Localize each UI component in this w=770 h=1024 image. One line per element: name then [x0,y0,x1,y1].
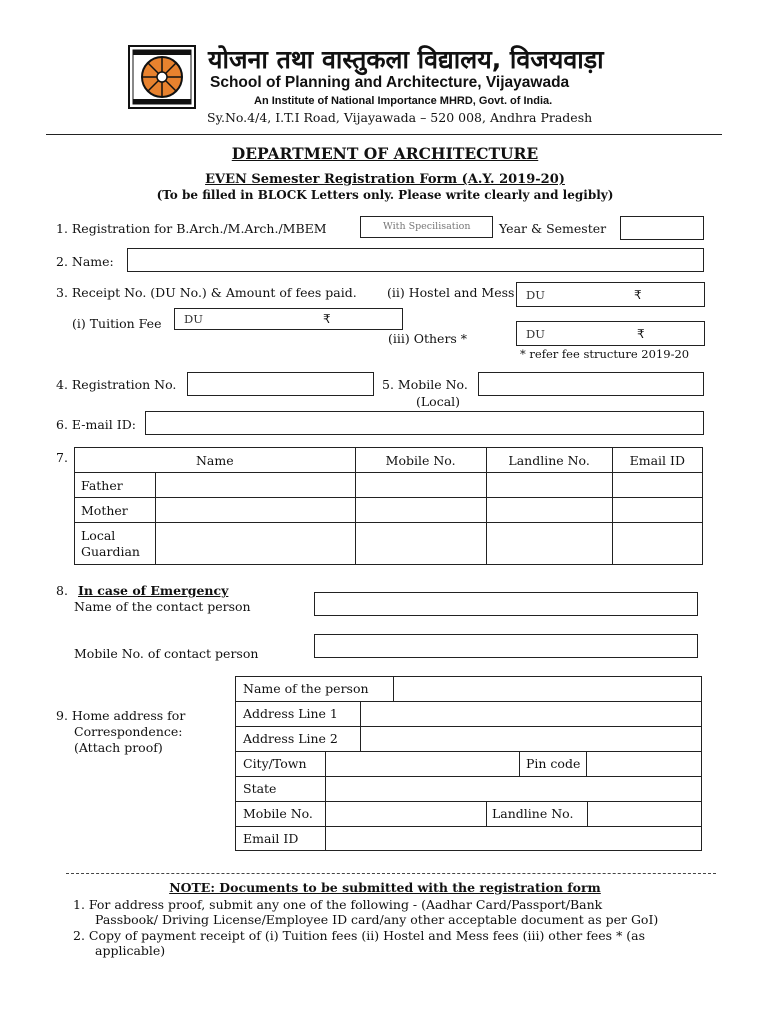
address-line1-field[interactable] [361,702,701,726]
table-row [75,523,703,565]
address-section-label-3: (Attach proof) [74,740,163,755]
address-section-label-2: Correspondence: [74,724,183,739]
contact-mobile-field[interactable] [314,634,698,658]
address-landline-field[interactable] [588,802,701,826]
hostel-label: (ii) Hostel and Mess [387,285,515,300]
address-line2-label: Address Line 2 [243,731,338,746]
guardian-name-cell[interactable] [156,523,356,565]
father-name-cell[interactable] [156,473,356,498]
family-row-guardian: Local Guardian [75,523,156,565]
family-section-number: 7. [56,450,68,465]
registration-no-label: 4. Registration No. [56,377,177,392]
address-line1-label: Address Line 1 [243,706,338,721]
email-field[interactable] [145,411,704,435]
form-title: EVEN Semester Registration Form (A.Y. 2019-20) [205,172,565,187]
guardian-mobile-cell[interactable] [355,523,486,565]
department-title: DEPARTMENT OF ARCHITECTURE [231,144,539,163]
family-header-mobile: Mobile No. [355,448,486,473]
tuition-rupee-icon: ₹ [323,312,331,326]
others-rupee-icon: ₹ [637,327,645,341]
name-field[interactable] [127,248,704,272]
family-header-landline: Landline No. [486,448,612,473]
receipt-label: 3. Receipt No. (DU No.) & Amount of fees paid. [56,285,357,300]
note-title: NOTE: Documents to be submitted with the registration form [169,880,601,895]
form-instructions: (To be filled in BLOCK Letters only. Please write clearly and legibly) [156,188,614,202]
address-email-label: Email ID [243,831,299,846]
name-label: 2. Name: [56,254,114,269]
tuition-du-text: DU [184,312,203,326]
father-email-cell[interactable] [612,473,702,498]
hindi-title: योजना तथा वास्तुकला विद्यालय, विजयवाड़ा [208,45,604,74]
address-mobile-field[interactable] [326,802,486,826]
table-row [75,473,703,498]
contact-name-field[interactable] [314,592,698,616]
table-row [75,498,703,523]
family-row-father: Father [75,473,156,498]
city-field[interactable] [326,752,519,776]
address-line2-field[interactable] [361,727,701,751]
hostel-rupee-icon: ₹ [634,288,642,302]
emergency-title: In case of Emergency [78,583,229,598]
others-label: (iii) Others * [388,331,468,346]
registration-for-label: 1. Registration for B.Arch./M.Arch./MBEM [56,221,327,236]
address-grid [235,676,702,851]
fee-structure-note: * refer fee structure 2019-20 [520,347,690,361]
note-item-2-line-1: 2. Copy of payment receipt of (i) Tuition fees (ii) Hostel and Mess fees (iii) other fees * (as [73,928,646,943]
guardian-landline-cell[interactable] [486,523,612,565]
hostel-fee-field[interactable] [516,282,705,307]
header-divider [46,134,722,135]
note-item-2-line-2: applicable) [95,943,166,958]
tuition-label: (i) Tuition Fee [72,316,162,331]
contact-name-label: Name of the contact person [74,599,251,614]
pin-field[interactable] [587,752,701,776]
note-item-1-line-2: Passbook/ Driving License/Employee ID card/any other acceptable document as per GoI) [95,912,659,927]
others-fee-field[interactable] [516,321,705,346]
institute-logo [128,45,196,109]
family-table [74,447,703,565]
contact-mobile-label: Mobile No. of contact person [74,646,259,661]
state-label: State [243,781,277,796]
guardian-email-cell[interactable] [612,523,702,565]
address-name-label: Name of the person [243,681,369,696]
year-semester-label: Year & Semester [499,221,607,236]
others-du-text: DU [526,327,545,341]
address-landline-label: Landline No. [492,806,574,821]
institute-address: Sy.No.4/4, I.T.I Road, Vijayawada – 520 008, Andhra Pradesh [207,110,593,125]
address-email-field[interactable] [326,827,701,851]
note-item-1-line-1: 1. For address proof, submit any one of the following - (Aadhar Card/Passport/Bank [73,897,603,912]
specialisation-placeholder: With Specilisation [383,221,471,232]
institute-subtitle: An Institute of National Importance MHRD, Govt. of India. [254,95,553,107]
year-semester-field[interactable] [620,216,704,240]
note-divider [66,873,716,874]
mother-email-cell[interactable] [612,498,702,523]
family-row-mother: Mother [75,498,156,523]
registration-no-field[interactable] [187,372,374,396]
mobile-field[interactable] [478,372,704,396]
mother-landline-cell[interactable] [486,498,612,523]
father-landline-cell[interactable] [486,473,612,498]
pin-label: Pin code [526,756,581,771]
father-mobile-cell[interactable] [355,473,486,498]
tuition-fee-field[interactable] [174,308,403,330]
hostel-du-text: DU [526,288,545,302]
mobile-local-label: (Local) [416,394,461,409]
city-label: City/Town [243,756,307,771]
specialisation-field[interactable] [360,216,493,238]
family-header-email: Email ID [612,448,702,473]
mother-mobile-cell[interactable] [355,498,486,523]
family-header-name: Name [75,448,356,473]
address-name-field[interactable] [394,677,701,701]
address-mobile-label: Mobile No. [243,806,313,821]
state-field[interactable] [326,777,701,801]
email-label: 6. E-mail ID: [56,417,136,432]
mobile-label: 5. Mobile No. [382,377,468,392]
emergency-number: 8. [56,583,68,598]
address-section-label-1: 9. Home address for [56,708,186,723]
english-title: School of Planning and Architecture, Vijayawada [210,74,570,91]
mother-name-cell[interactable] [156,498,356,523]
